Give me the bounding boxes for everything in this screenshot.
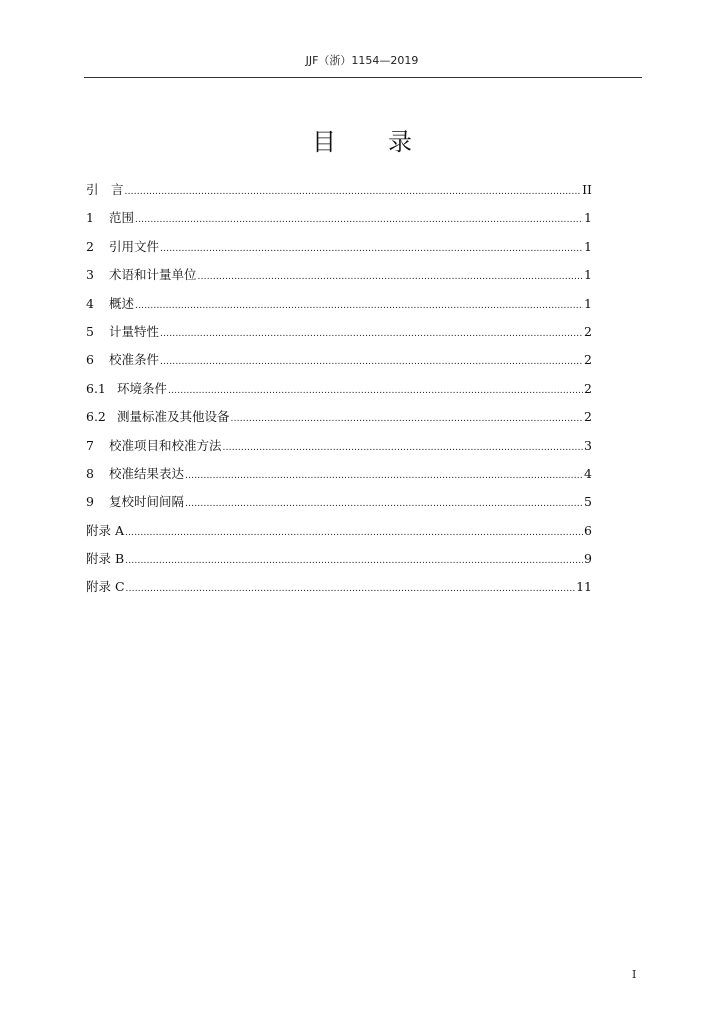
toc-entry-page: 11: [576, 579, 592, 595]
dot-leader: [185, 466, 583, 486]
toc-entry-page: 1: [584, 295, 592, 311]
page-title: 目录: [312, 128, 464, 156]
toc-entry[interactable]: [86, 492, 592, 520]
toc-entry[interactable]: [86, 577, 592, 605]
toc-entry-label: 引用文件: [109, 238, 160, 254]
header-rule: [84, 77, 642, 78]
toc-entry-number: 6.1: [86, 380, 106, 396]
toc-entry-page: 1: [584, 267, 592, 283]
toc-entry[interactable]: [86, 549, 592, 577]
dot-leader: [125, 551, 583, 571]
dot-leader: [125, 523, 583, 543]
toc-entry[interactable]: [86, 322, 592, 350]
toc-entry-number: 6: [86, 352, 94, 368]
toc-entry[interactable]: [86, 407, 592, 435]
toc-entry-page: 1: [584, 210, 592, 226]
running-header: JJF（浙）1154—2019: [305, 54, 419, 67]
dot-leader: [231, 409, 584, 429]
toc-entry-label: 引 言: [86, 182, 124, 197]
dot-leader: [135, 210, 583, 230]
toc-entry-number: 9: [86, 494, 94, 510]
page-number: I: [632, 968, 637, 981]
toc-entry-label: 测量标准及其他设备: [117, 409, 230, 425]
toc-entry[interactable]: [86, 464, 592, 492]
toc-entry-label: 校准项目和校准方法: [109, 437, 222, 453]
dot-leader: [126, 579, 576, 599]
dot-leader: [160, 352, 583, 372]
toc-entry-page: 9: [584, 551, 592, 567]
toc-entry-label: 附录 C: [86, 579, 125, 595]
dot-leader: [135, 296, 583, 316]
toc-entry[interactable]: [86, 180, 592, 208]
dot-leader: [160, 239, 583, 259]
toc-entry-label: 附录 B: [86, 551, 125, 567]
table-of-contents: [86, 180, 592, 606]
toc-entry-label: 计量特性: [109, 323, 160, 339]
toc-entry-page: 4: [584, 465, 592, 481]
toc-entry-number: 8: [86, 465, 94, 481]
toc-entry[interactable]: [86, 379, 592, 407]
toc-entry-number: 3: [86, 267, 94, 283]
toc-entry-number: 2: [86, 238, 94, 254]
toc-entry[interactable]: [86, 436, 592, 464]
toc-entry-label: 复校时间间隔: [109, 494, 185, 510]
dot-leader: [198, 267, 584, 287]
toc-entry-label: 校准条件: [109, 352, 160, 368]
dot-leader: [168, 381, 583, 401]
toc-entry-number: 4: [86, 295, 94, 311]
dot-leader: [160, 324, 583, 344]
toc-entry-number: 1: [86, 210, 94, 226]
toc-entry-label: 附录 A: [86, 522, 125, 538]
toc-entry[interactable]: [86, 350, 592, 378]
toc-entry-page: 2: [584, 409, 592, 425]
toc-entry[interactable]: [86, 265, 592, 293]
toc-entry-label: 范围: [109, 210, 135, 226]
dot-leader: [223, 438, 584, 458]
toc-entry-page: 6: [584, 522, 592, 538]
toc-entry[interactable]: [86, 208, 592, 236]
dot-leader: [125, 182, 582, 202]
toc-entry-number: 6.2: [86, 409, 106, 425]
toc-entry-page: 2: [584, 352, 592, 368]
dot-leader: [185, 494, 583, 514]
toc-entry[interactable]: [86, 237, 592, 265]
toc-entry-number: 7: [86, 437, 94, 453]
toc-entry-page: 2: [584, 323, 592, 339]
toc-entry-label: 术语和计量单位: [109, 267, 197, 283]
toc-entry-page: 2: [584, 380, 592, 396]
toc-entry[interactable]: [86, 521, 592, 549]
toc-entry-label: 概述: [109, 295, 135, 311]
toc-entry-number: 5: [86, 323, 94, 339]
toc-entry-page: 3: [584, 437, 592, 453]
toc-entry-page: II: [582, 182, 592, 197]
toc-entry-page: 1: [584, 238, 592, 254]
toc-entry-label: 环境条件: [117, 380, 168, 396]
toc-entry-label: 校准结果表达: [109, 465, 185, 481]
toc-entry-page: 5: [584, 494, 592, 510]
toc-entry[interactable]: [86, 294, 592, 322]
